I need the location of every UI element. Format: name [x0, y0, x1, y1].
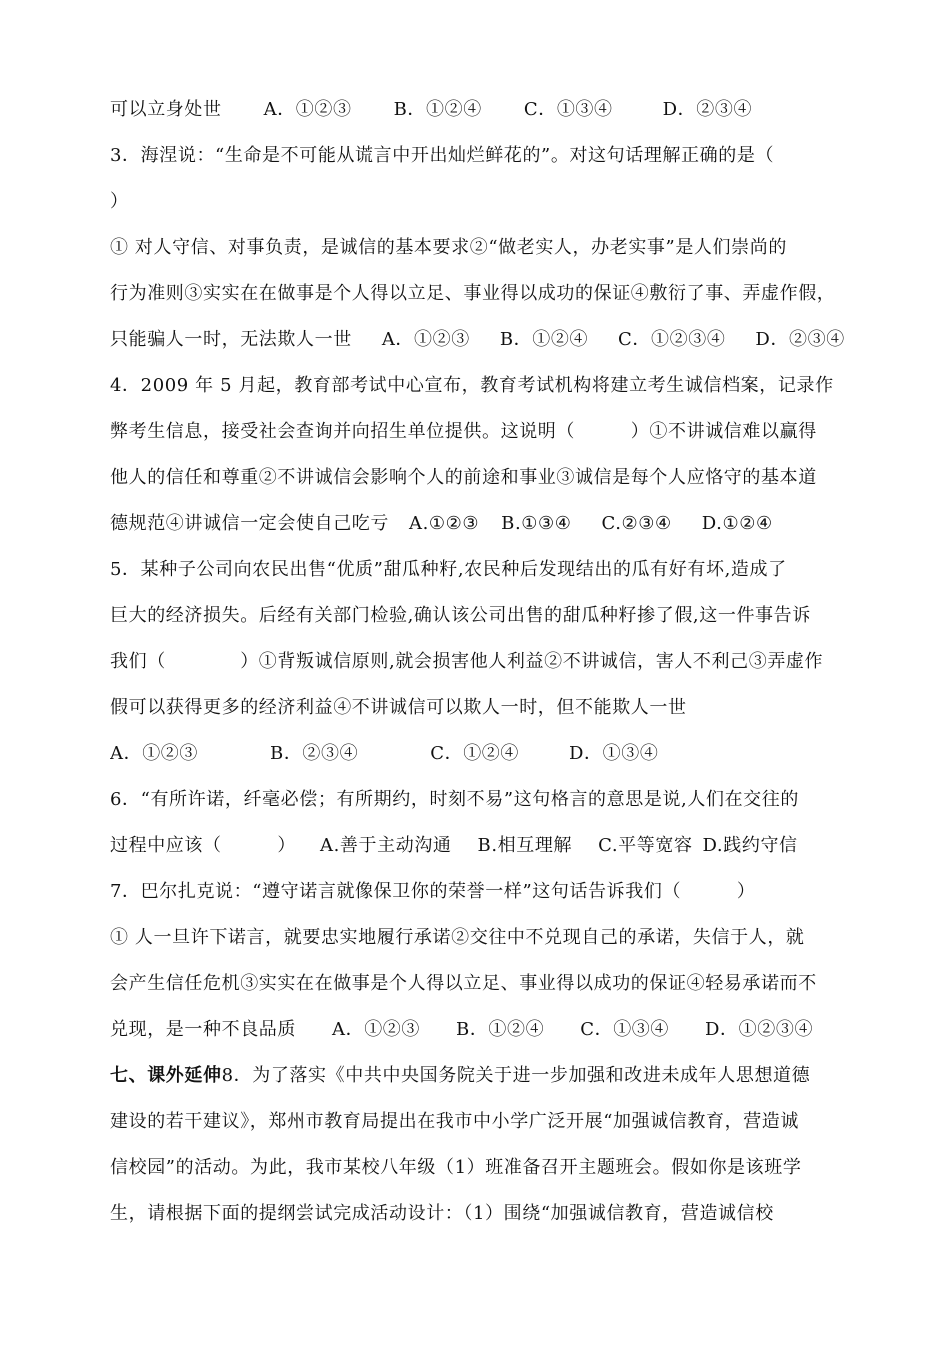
question-2-options-line — [110, 98, 870, 122]
question-8-text-cont2: 生，请根据下面的提纲尝试完成活动设计：（1）围绕“加强诚信教育，营造诚信校 — [110, 1203, 774, 1224]
option-a: A.①②③ — [409, 513, 480, 534]
text-segment: 德规范④讲诚信一定会使自己吃亏 — [110, 513, 389, 534]
question-4-options-line — [110, 512, 870, 536]
question-4-stem: 4．2009 年 5 月起，教育部考试中心宣布，教育考试机构将建立考生诚信档案，记录作 — [110, 375, 834, 396]
section-heading: 七、课外延伸 — [110, 1065, 222, 1086]
option-a: A．①②③ — [263, 99, 352, 120]
question-5-options-line — [110, 742, 870, 766]
question-6-options-line — [110, 834, 870, 858]
option-b: B．②③④ — [270, 743, 359, 764]
question-5-statements-cont: 假可以获得更多的经济利益④不讲诚信可以欺人一时，但不能欺人一世 — [110, 697, 687, 718]
question-4-stem-cont: 弊考生信息，接受社会查询并向招生单位提供。这说明（ ）①不讲诚信难以赢得 — [110, 421, 817, 442]
text-segment: 只能骗人一时，无法欺人一世 — [110, 329, 352, 350]
option-d: D.①②④ — [701, 513, 773, 534]
section-7-heading-line — [110, 1064, 870, 1088]
option-c: C．①③④ — [580, 1019, 670, 1040]
question-5-statements: 我们（ ）①背叛诚信原则,就会损害他人利益②不讲诚信，害人不利己③弄虚作 — [110, 651, 824, 672]
question-3-stem-cont: ） — [110, 191, 129, 212]
option-d: D．①③④ — [569, 743, 659, 764]
option-d: D.践约守信 — [702, 835, 798, 856]
question-8-text: 建设的若干建议》，郑州市教育局提出在我市中小学广泛开展“加强诚信教育，营造诚 — [110, 1111, 799, 1132]
option-c: C．①③④ — [523, 99, 613, 120]
question-7-options-line — [110, 1018, 870, 1042]
question-3-statements: ① 对人守信、对事负责，是诚信的基本要求②“做老实人，办老实事”是人们崇尚的 — [110, 237, 787, 258]
option-b: B．①②④ — [393, 99, 482, 120]
question-5-stem-cont: 巨大的经济损失。后经有关部门检验,确认该公司出售的甜瓜种籽掺了假,这一件事告诉 — [110, 605, 811, 626]
option-c: C．①②④ — [430, 743, 520, 764]
question-7-statements: ① 人一旦许下诺言，就要忠实地履行承诺②交往中不兑现自己的承诺，失信于人，就 — [110, 927, 805, 948]
option-b: B．①②④ — [499, 329, 589, 350]
question-7-statements-cont: 会产生信任危机③实实在在做事是个人得以立足、事业得以成功的保证④轻易承诺而不 — [110, 973, 817, 994]
option-c: C．①②③④ — [618, 329, 726, 350]
option-a: A．①②③ — [381, 329, 470, 350]
question-8-text-cont: 信校园”的活动。为此，我市某校八年级（1）班准备召开主题班会。假如你是该班学 — [110, 1157, 802, 1178]
question-4-statements: 他人的信任和尊重②不讲诚信会影响个人的前途和事业③诚信是每个人应恪守的基本道 — [110, 467, 817, 488]
option-a: A．①②③ — [332, 1019, 420, 1040]
option-a: A．①②③ — [110, 743, 198, 764]
question-6-stem: 6．“有所许诺，纤毫必偿；有所期约，时刻不易”这句格言的意思是说,人们在交往的 — [110, 789, 799, 810]
text-segment: 可以立身处世 — [110, 99, 222, 120]
option-a: A.善于主动沟通 — [320, 835, 452, 856]
question-3-statements-cont: 行为准则③实实在在做事是个人得以立足、事业得以成功的保证④敷衍了事、弄虚作假， — [110, 283, 836, 304]
question-5-stem: 5．某种子公司向农民出售“优质”甜瓜种籽,农民种后发现结出的瓜有好有坏,造成了 — [110, 559, 787, 580]
option-d: D．②③④ — [662, 99, 753, 120]
question-3-options-line — [110, 328, 870, 352]
text-segment: 兑现，是一种不良品质 — [110, 1019, 296, 1040]
text-segment: 过程中应该（ ） — [110, 835, 296, 856]
option-b: B．①②④ — [456, 1019, 545, 1040]
option-b: B.①③④ — [501, 513, 572, 534]
option-c: C.平等宽容 — [598, 835, 693, 856]
option-d: D．①②③④ — [705, 1019, 814, 1040]
option-d: D．②③④ — [755, 329, 845, 350]
question-7-stem: 7．巴尔扎克说：“遵守诺言就像保卫你的荣誉一样”这句话告诉我们（ ） — [110, 881, 756, 902]
option-b: B.相互理解 — [477, 835, 573, 856]
question-8-stem: 8．为了落实《中共中央国务院关于进一步加强和改进未成年人思想道德 — [221, 1065, 811, 1086]
question-3-stem: 3．海涅说：“生命是不可能从谎言中开出灿烂鲜花的”。对这句话理解正确的是（ — [110, 145, 775, 166]
option-c: C.②③④ — [601, 513, 672, 534]
